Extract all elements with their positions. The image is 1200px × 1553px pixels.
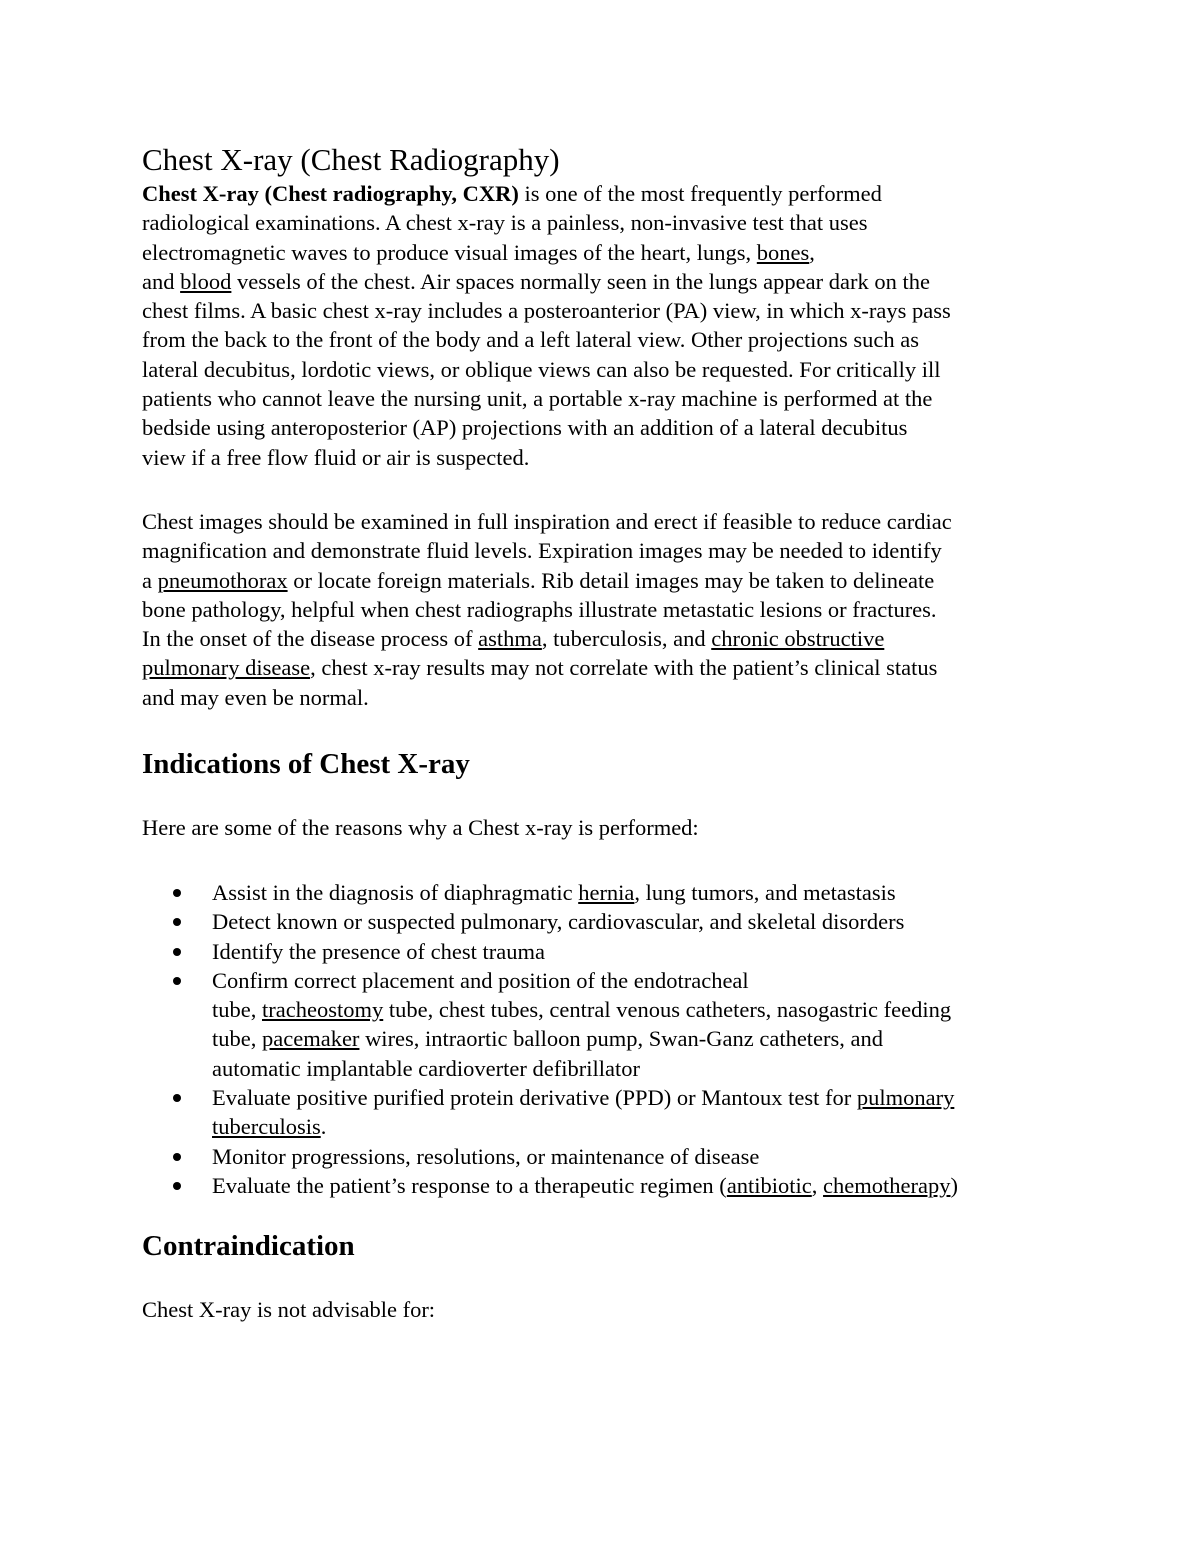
bullet-icon	[173, 977, 181, 985]
link-pacemaker[interactable]: pacemaker	[262, 1026, 360, 1052]
list-item: Detect known or suspected pulmonary, cardiovascular, and skeletal disorders	[142, 907, 958, 936]
bullet-icon	[173, 918, 181, 926]
list-item: Confirm correct placement and position of the endotracheal tube, tracheostomy tube, chest tubes, central venous catheters, nasogastric feeding tube, pacemaker wires, intraortic balloon pump, Swan-Ganz catheters, and automatic implantable cardioverter defibrillator	[142, 966, 958, 1083]
bold-lead: Chest X-ray (Chest radiography, CXR)	[142, 181, 519, 206]
list-item: Assist in the diagnosis of diaphragmatic hernia, lung tumors, and metastasis	[142, 878, 958, 907]
link-hernia[interactable]: hernia	[578, 880, 635, 905]
list-item: Evaluate the patient’s response to a therapeutic regimen (antibiotic, chemotherapy)	[142, 1171, 958, 1200]
link-blood[interactable]: blood	[180, 268, 232, 294]
link-asthma[interactable]: asthma	[478, 626, 542, 652]
bullet-icon	[173, 948, 181, 956]
link-pneumothorax[interactable]: pneumothorax	[157, 567, 288, 593]
bullet-icon	[173, 1182, 181, 1190]
page-title: Chest X-ray (Chest Radiography)	[142, 142, 560, 177]
bullet-icon	[173, 889, 181, 897]
bullet-icon	[173, 1094, 181, 1102]
link-antibiotic[interactable]: antibiotic	[726, 1172, 812, 1198]
link-bones[interactable]: bones	[756, 239, 810, 265]
link-copd-cont[interactable]: pulmonary disease	[142, 655, 311, 681]
list-item: Evaluate positive purified protein derivative (PPD) or Mantoux test for pulmonary tuberculosis.	[142, 1083, 958, 1142]
intro-paragraph: Chest X-ray (Chest radiography, CXR) is one of the most frequently performed radiological examinations. A chest x-ray is a painless, non-invasive test that uses electromagnetic waves to produce visual images of the heart, lungs, bones, and blood vessels of the chest. Air spaces normally seen in the lungs appear dark on the chest films. A basic chest x-ray includes a posteroanterior (PA) view, in which x-rays pass from the back to the front of the body and a left lateral view. Other projections such as lateral decubitus, lordotic views, or oblique views can also be requested. For critically ill patients who cannot leave the nursing unit, a portable x-ray machine is performed at the bedside using anteroposterior (AP) projections with an addition of a lateral decubitus view if a free flow fluid or air is suspected.	[142, 181, 951, 470]
list-item: Identify the presence of chest trauma	[142, 937, 958, 966]
list-item: Monitor progressions, resolutions, or maintenance of disease	[142, 1142, 958, 1171]
link-pulmonary-tb[interactable]: pulmonary	[856, 1085, 955, 1111]
indications-intro: Here are some of the reasons why a Chest x-ray is performed:	[142, 815, 699, 840]
link-chemotherapy[interactable]: chemotherapy	[823, 1172, 951, 1198]
imaging-paragraph: Chest images should be examined in full inspiration and erect if feasible to reduce cardiac magnification and demonstrate fluid levels. Expiration images may be needed to identify a pneumothorax or locate foreign materials. Rib detail images may be taken to delineate bone pathology, helpful when chest radiographs illustrate metastatic lesions or fractures. In the onset of the disease process of asthma, tuberculosis, and chronic obstructive pulmonary disease, chest x-ray results may not correlate with the patient’s clinical status and may even be normal.	[142, 509, 952, 710]
link-tracheostomy[interactable]: tracheostomy	[262, 997, 384, 1023]
contraindication-heading: Contraindication	[142, 1230, 355, 1262]
contraindication-text: Chest X-ray is not advisable for:	[142, 1297, 436, 1322]
indications-list	[142, 878, 958, 1200]
indications-heading: Indications of Chest X-ray	[142, 748, 470, 780]
link-pulmonary-tb-cont[interactable]: tuberculosis	[212, 1114, 321, 1140]
link-copd[interactable]: chronic obstructive	[711, 626, 885, 652]
bullet-icon	[173, 1153, 181, 1161]
